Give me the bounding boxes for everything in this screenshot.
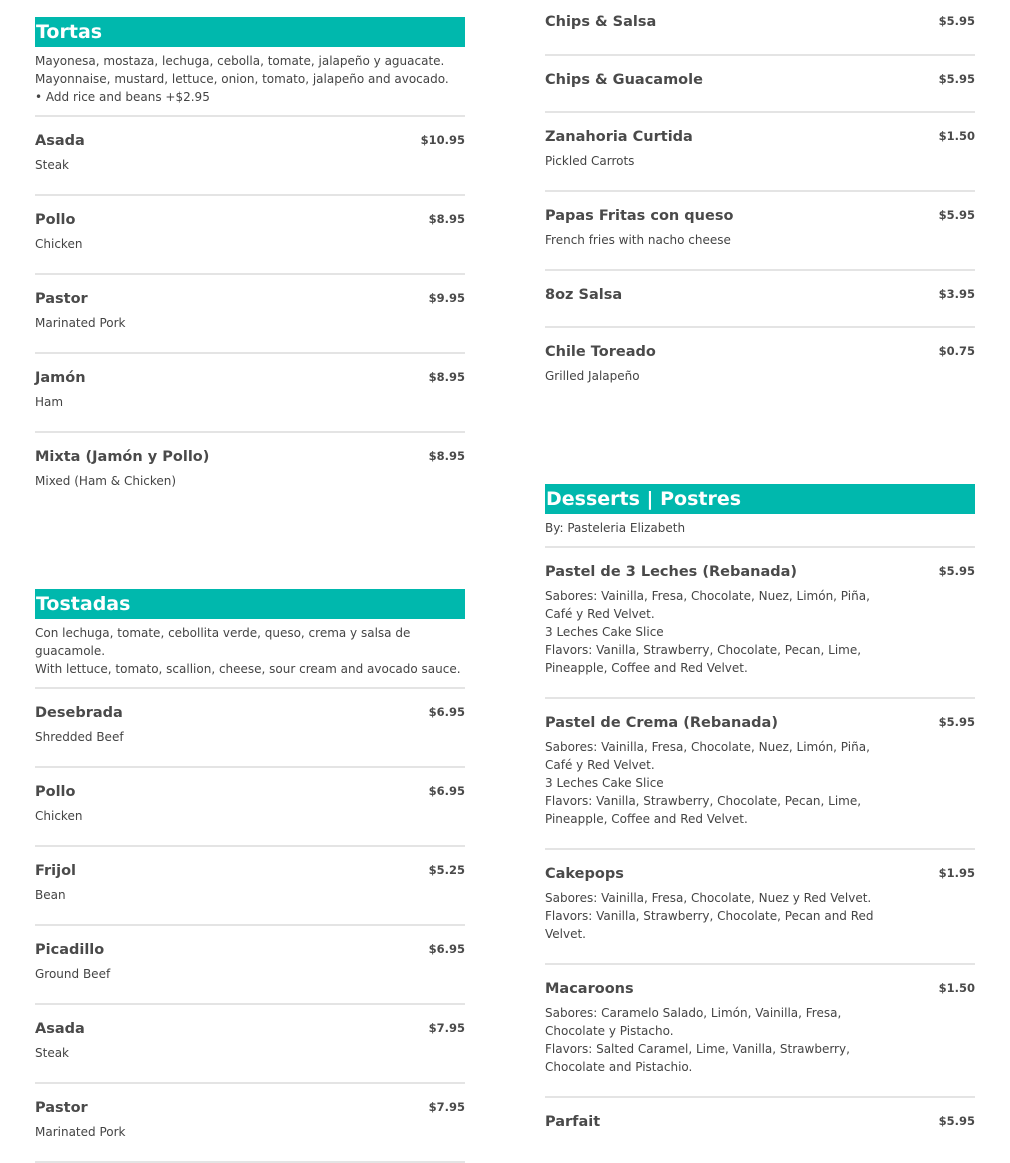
item-description <box>35 314 365 332</box>
item-price: $8.95 <box>428 212 465 226</box>
menu-item <box>545 0 975 56</box>
item-price: $6.95 <box>428 942 465 956</box>
description-line: Steak <box>35 1046 70 1060</box>
item-price: $5.95 <box>938 1114 975 1128</box>
description-line: Chicken <box>35 237 83 251</box>
item-price: $8.95 <box>428 449 465 463</box>
description-line: Café y Red Velvet. <box>545 607 655 621</box>
item-description <box>35 472 365 490</box>
menu-item <box>545 113 975 192</box>
item-description <box>545 1004 875 1076</box>
description-line: Marinated Pork <box>35 316 126 330</box>
description-line: guacamole. <box>35 644 106 658</box>
menu-item <box>545 56 975 113</box>
item-name: Chile Toreado <box>545 344 656 360</box>
item-price: $8.95 <box>428 370 465 384</box>
item-price: $7.95 <box>428 1021 465 1035</box>
section-desserts <box>545 484 975 1158</box>
description-line: Mayonesa, mostaza, lechuga, cebolla, tomate, jalapeño y aguacate. <box>35 54 445 68</box>
menu-item <box>545 850 975 965</box>
item-description <box>545 587 875 677</box>
item-description <box>545 367 875 385</box>
item-price: $10.95 <box>420 133 465 147</box>
description-line: Sabores: Vainilla, Fresa, Chocolate, Nuez y Red Velvet. <box>545 891 872 905</box>
section-header-tortas: Tortas <box>35 17 465 47</box>
menu-item <box>35 689 465 768</box>
section-tortas <box>35 17 465 512</box>
description-line: Chocolate y Pistacho. <box>545 1024 674 1038</box>
description-line: Flavors: Vanilla, Strawberry, Chocolate, Pecan, Lime, <box>545 643 862 657</box>
item-description <box>545 889 875 943</box>
section-tostadas <box>35 589 465 1163</box>
item-description <box>35 965 365 983</box>
item-name: Asada <box>35 1021 85 1037</box>
item-name: 8oz Salsa <box>545 287 623 303</box>
item-name: Jamón <box>35 370 86 386</box>
left-column <box>35 0 465 1163</box>
item-description <box>545 152 875 170</box>
menu-item <box>545 548 975 699</box>
item-description <box>35 235 365 253</box>
item-price: $9.95 <box>428 291 465 305</box>
menu-item <box>545 1098 975 1158</box>
item-price: $3.95 <box>938 287 975 301</box>
item-price: $5.95 <box>938 208 975 222</box>
menu-item <box>545 271 975 328</box>
section-header-desserts: Desserts | Postres <box>545 484 975 514</box>
description-line: Marinated Pork <box>35 1125 126 1139</box>
menu-item <box>35 768 465 847</box>
item-name: Chips & Guacamole <box>545 72 703 88</box>
menu-item <box>35 433 465 512</box>
item-name: Macaroons <box>545 981 634 997</box>
menu-item <box>35 926 465 1005</box>
section-description-tostadas <box>35 619 465 689</box>
menu-item <box>35 117 465 196</box>
item-description <box>35 393 365 411</box>
item-description <box>545 231 875 249</box>
section-sides <box>545 0 975 407</box>
item-description <box>35 1044 365 1062</box>
description-line: Steak <box>35 158 70 172</box>
description-line: Chicken <box>35 809 83 823</box>
description-line: Chocolate and Pistachio. <box>545 1060 693 1074</box>
item-name: Pastel de 3 Leches (Rebanada) <box>545 564 798 580</box>
item-name: Papas Fritas con queso <box>545 208 734 224</box>
item-name: Asada <box>35 133 85 149</box>
menu-item <box>545 965 975 1098</box>
item-name: Pastor <box>35 1100 88 1116</box>
item-name: Mixta (Jamón y Pollo) <box>35 449 210 465</box>
item-name: Pollo <box>35 212 76 228</box>
description-line: Ground Beef <box>35 967 111 981</box>
item-name: Pollo <box>35 784 76 800</box>
description-line: Grilled Jalapeño <box>545 369 640 383</box>
item-price: $1.50 <box>938 129 975 143</box>
menu-item <box>35 275 465 354</box>
description-line: Café y Red Velvet. <box>545 758 655 772</box>
item-description <box>35 807 365 825</box>
description-line: 3 Leches Cake Slice <box>545 625 664 639</box>
description-line: • Add rice and beans +$2.95 <box>35 90 210 104</box>
description-line: Velvet. <box>545 927 586 941</box>
item-description <box>35 886 365 904</box>
item-price: $5.25 <box>428 863 465 877</box>
description-line: Shredded Beef <box>35 730 124 744</box>
item-price: $5.95 <box>938 564 975 578</box>
item-name: Cakepops <box>545 866 624 882</box>
menu-item <box>545 328 975 407</box>
description-line: 3 Leches Cake Slice <box>545 776 664 790</box>
description-line: Pineapple, Coffee and Red Velvet. <box>545 661 748 675</box>
description-line: Flavors: Vanilla, Strawberry, Chocolate, Pecan and Red <box>545 909 874 923</box>
menu-item <box>545 699 975 850</box>
item-price: $1.50 <box>938 981 975 995</box>
menu-item <box>35 1005 465 1084</box>
description-line: With lettuce, tomato, scallion, cheese, sour cream and avocado sauce. <box>35 662 461 676</box>
description-line: French fries with nacho cheese <box>545 233 731 247</box>
menu-item <box>35 1084 465 1163</box>
description-line: Bean <box>35 888 66 902</box>
item-price: $1.95 <box>938 866 975 880</box>
menu-item <box>545 192 975 271</box>
item-name: Desebrada <box>35 705 123 721</box>
menu-item <box>35 354 465 433</box>
description-line: Mayonnaise, mustard, lettuce, onion, tomato, jalapeño and avocado. <box>35 72 449 86</box>
right-column <box>545 0 975 1158</box>
description-line: Pickled Carrots <box>545 154 635 168</box>
item-name: Parfait <box>545 1114 601 1130</box>
menu-item <box>35 196 465 275</box>
item-price: $5.95 <box>938 715 975 729</box>
section-description-tortas <box>35 47 465 117</box>
item-name: Chips & Salsa <box>545 14 657 30</box>
item-name: Pastor <box>35 291 88 307</box>
item-description <box>35 728 365 746</box>
item-price: $6.95 <box>428 705 465 719</box>
description-line: By: Pasteleria Elizabeth <box>545 521 686 535</box>
description-line: Ham <box>35 395 64 409</box>
item-price: $5.95 <box>938 14 975 28</box>
item-price: $6.95 <box>428 784 465 798</box>
item-name: Pastel de Crema (Rebanada) <box>545 715 778 731</box>
description-line: Sabores: Caramelo Salado, Limón, Vainilla, Fresa, <box>545 1006 842 1020</box>
item-price: $0.75 <box>938 344 975 358</box>
description-line: Flavors: Salted Caramel, Lime, Vanilla, Strawberry, <box>545 1042 850 1056</box>
description-line: Mixed (Ham & Chicken) <box>35 474 177 488</box>
description-line: Sabores: Vainilla, Fresa, Chocolate, Nuez, Limón, Piña, <box>545 740 870 754</box>
item-name: Zanahoria Curtida <box>545 129 693 145</box>
description-line: Con lechuga, tomate, cebollita verde, queso, crema y salsa de <box>35 626 411 640</box>
description-line: Sabores: Vainilla, Fresa, Chocolate, Nuez, Limón, Piña, <box>545 589 870 603</box>
item-name: Picadillo <box>35 942 105 958</box>
description-line: Pineapple, Coffee and Red Velvet. <box>545 812 748 826</box>
description-line: Flavors: Vanilla, Strawberry, Chocolate, Pecan, Lime, <box>545 794 862 808</box>
section-description-desserts <box>545 514 975 548</box>
section-header-tostadas: Tostadas <box>35 589 465 619</box>
item-description <box>35 156 365 174</box>
item-price: $5.95 <box>938 72 975 86</box>
item-description <box>545 738 875 828</box>
item-price: $7.95 <box>428 1100 465 1114</box>
item-name: Frijol <box>35 863 77 879</box>
menu-item <box>35 847 465 926</box>
